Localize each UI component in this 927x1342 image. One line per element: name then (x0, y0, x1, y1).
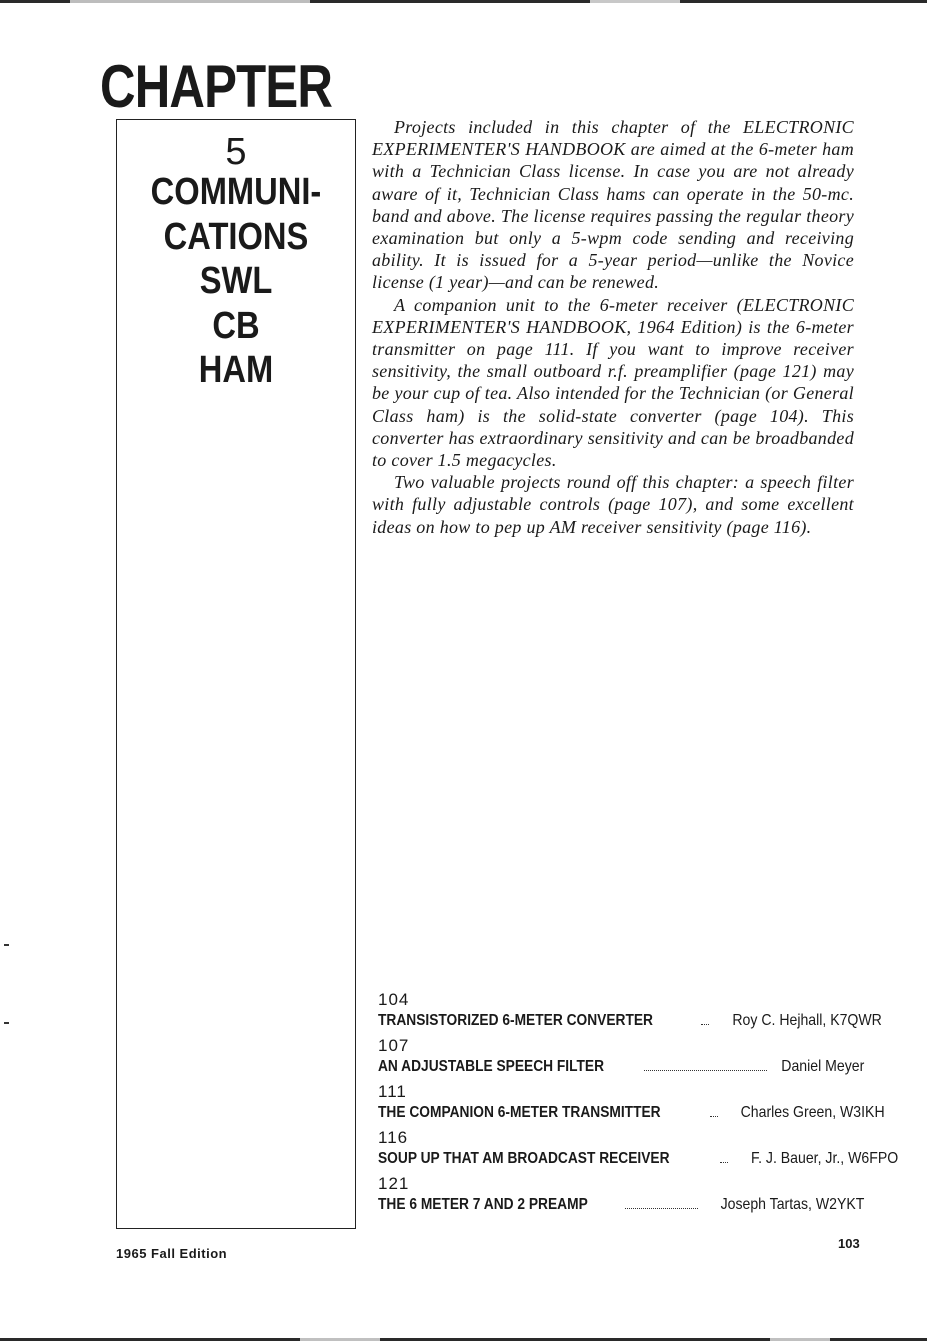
contents-article-title: AN ADJUSTABLE SPEECH FILTER (378, 1058, 605, 1075)
contents-entry[interactable] (378, 990, 882, 1032)
contents-author: Roy C. Hejhall, K7QWR (732, 1012, 882, 1029)
chapter-sidebar (116, 119, 356, 1229)
contents-entry[interactable] (378, 1082, 885, 1124)
leader-dots (710, 1116, 718, 1117)
chapter-topic: COMMUNI- (150, 171, 322, 213)
intro-paragraph: Two valuable projects round off this chapter: a speech filter with fully adjustable controls (page 107), and some excellent ideas on how to pep up AM receiver sensitivity (page 116). (372, 472, 854, 537)
bottom-rule-highlight (770, 1338, 830, 1341)
contents-article-title: THE COMPANION 6-METER TRANSMITTER (378, 1104, 661, 1121)
top-rule-highlight (590, 0, 680, 3)
leader-dots (644, 1070, 767, 1071)
chapter-topic: SWL (199, 260, 273, 302)
intro-paragraph: A companion unit to the 6-meter receiver (ELECTRONIC EXPERIMENTER'S HANDBOOK, 1964 Edition) is the 6-meter transmitter on page 111. If you want to improve receiver sensitivity, the small outboard r.f. preamplifier (page 121) may be your cup of tea. Also intended for the Technician (or General Class ham) is the solid-state converter (page 104). This converter has extraordinary sensitivity and can be broadbanded to cover 1.5 megacycles. (372, 294, 854, 471)
top-rule-highlight (70, 0, 310, 3)
margin-mark (4, 944, 9, 946)
chapter-topic: HAM (198, 349, 274, 391)
contents-page-number: 121 (378, 1174, 410, 1193)
leader-dots (701, 1024, 709, 1025)
contents-article-title: THE 6 METER 7 AND 2 PREAMP (378, 1196, 588, 1213)
contents-article-title: TRANSISTORIZED 6-METER CONVERTER (378, 1012, 653, 1029)
chapter-heading: CHAPTER (100, 53, 333, 120)
chapter-topics (117, 170, 355, 393)
intro-paragraph: Projects included in this chapter of the ELECTRONIC EXPERIMENTER'S HANDBOOK are aimed at the 6-meter ham with a Technician Class license. In case you are not already aware of it, Technician Class hams can operate in the 50-mc. band and above. The license requires passing the regular theory examination but only a 5-wpm code sending and receiving ability. It is issued for a 5-year period—unlike the Novice license (1 year)—and can be renewed. (372, 117, 854, 293)
contents-author: Charles Green, W3IKH (740, 1104, 885, 1121)
leader-dots (720, 1162, 728, 1163)
contents-article-title: SOUP UP THAT AM BROADCAST RECEIVER (378, 1150, 670, 1167)
contents-entry[interactable] (378, 1036, 864, 1078)
leader-dots (625, 1208, 698, 1209)
chapter-topic: CATIONS (163, 215, 309, 258)
chapter-topic: CB (212, 304, 260, 347)
contents-entry[interactable] (378, 1174, 864, 1216)
chapter-number: 5 (225, 131, 247, 173)
contents-page-number: 111 (378, 1082, 407, 1101)
footer-page-number: 103 (838, 1236, 860, 1251)
margin-mark (4, 1022, 9, 1024)
contents-author: Daniel Meyer (781, 1058, 864, 1075)
contents-author: F. J. Bauer, Jr., W6FPO (751, 1150, 899, 1167)
bottom-rule-highlight (300, 1338, 380, 1341)
footer-edition: 1965 Fall Edition (116, 1246, 228, 1261)
contents-page-number: 107 (378, 1036, 410, 1055)
chapter-contents (378, 990, 899, 1220)
contents-entry[interactable] (378, 1128, 899, 1170)
contents-page-number: 104 (378, 990, 410, 1009)
chapter-introduction (372, 116, 854, 538)
contents-author: Joseph Tartas, W2YKT (720, 1196, 864, 1213)
contents-page-number: 116 (378, 1128, 409, 1147)
